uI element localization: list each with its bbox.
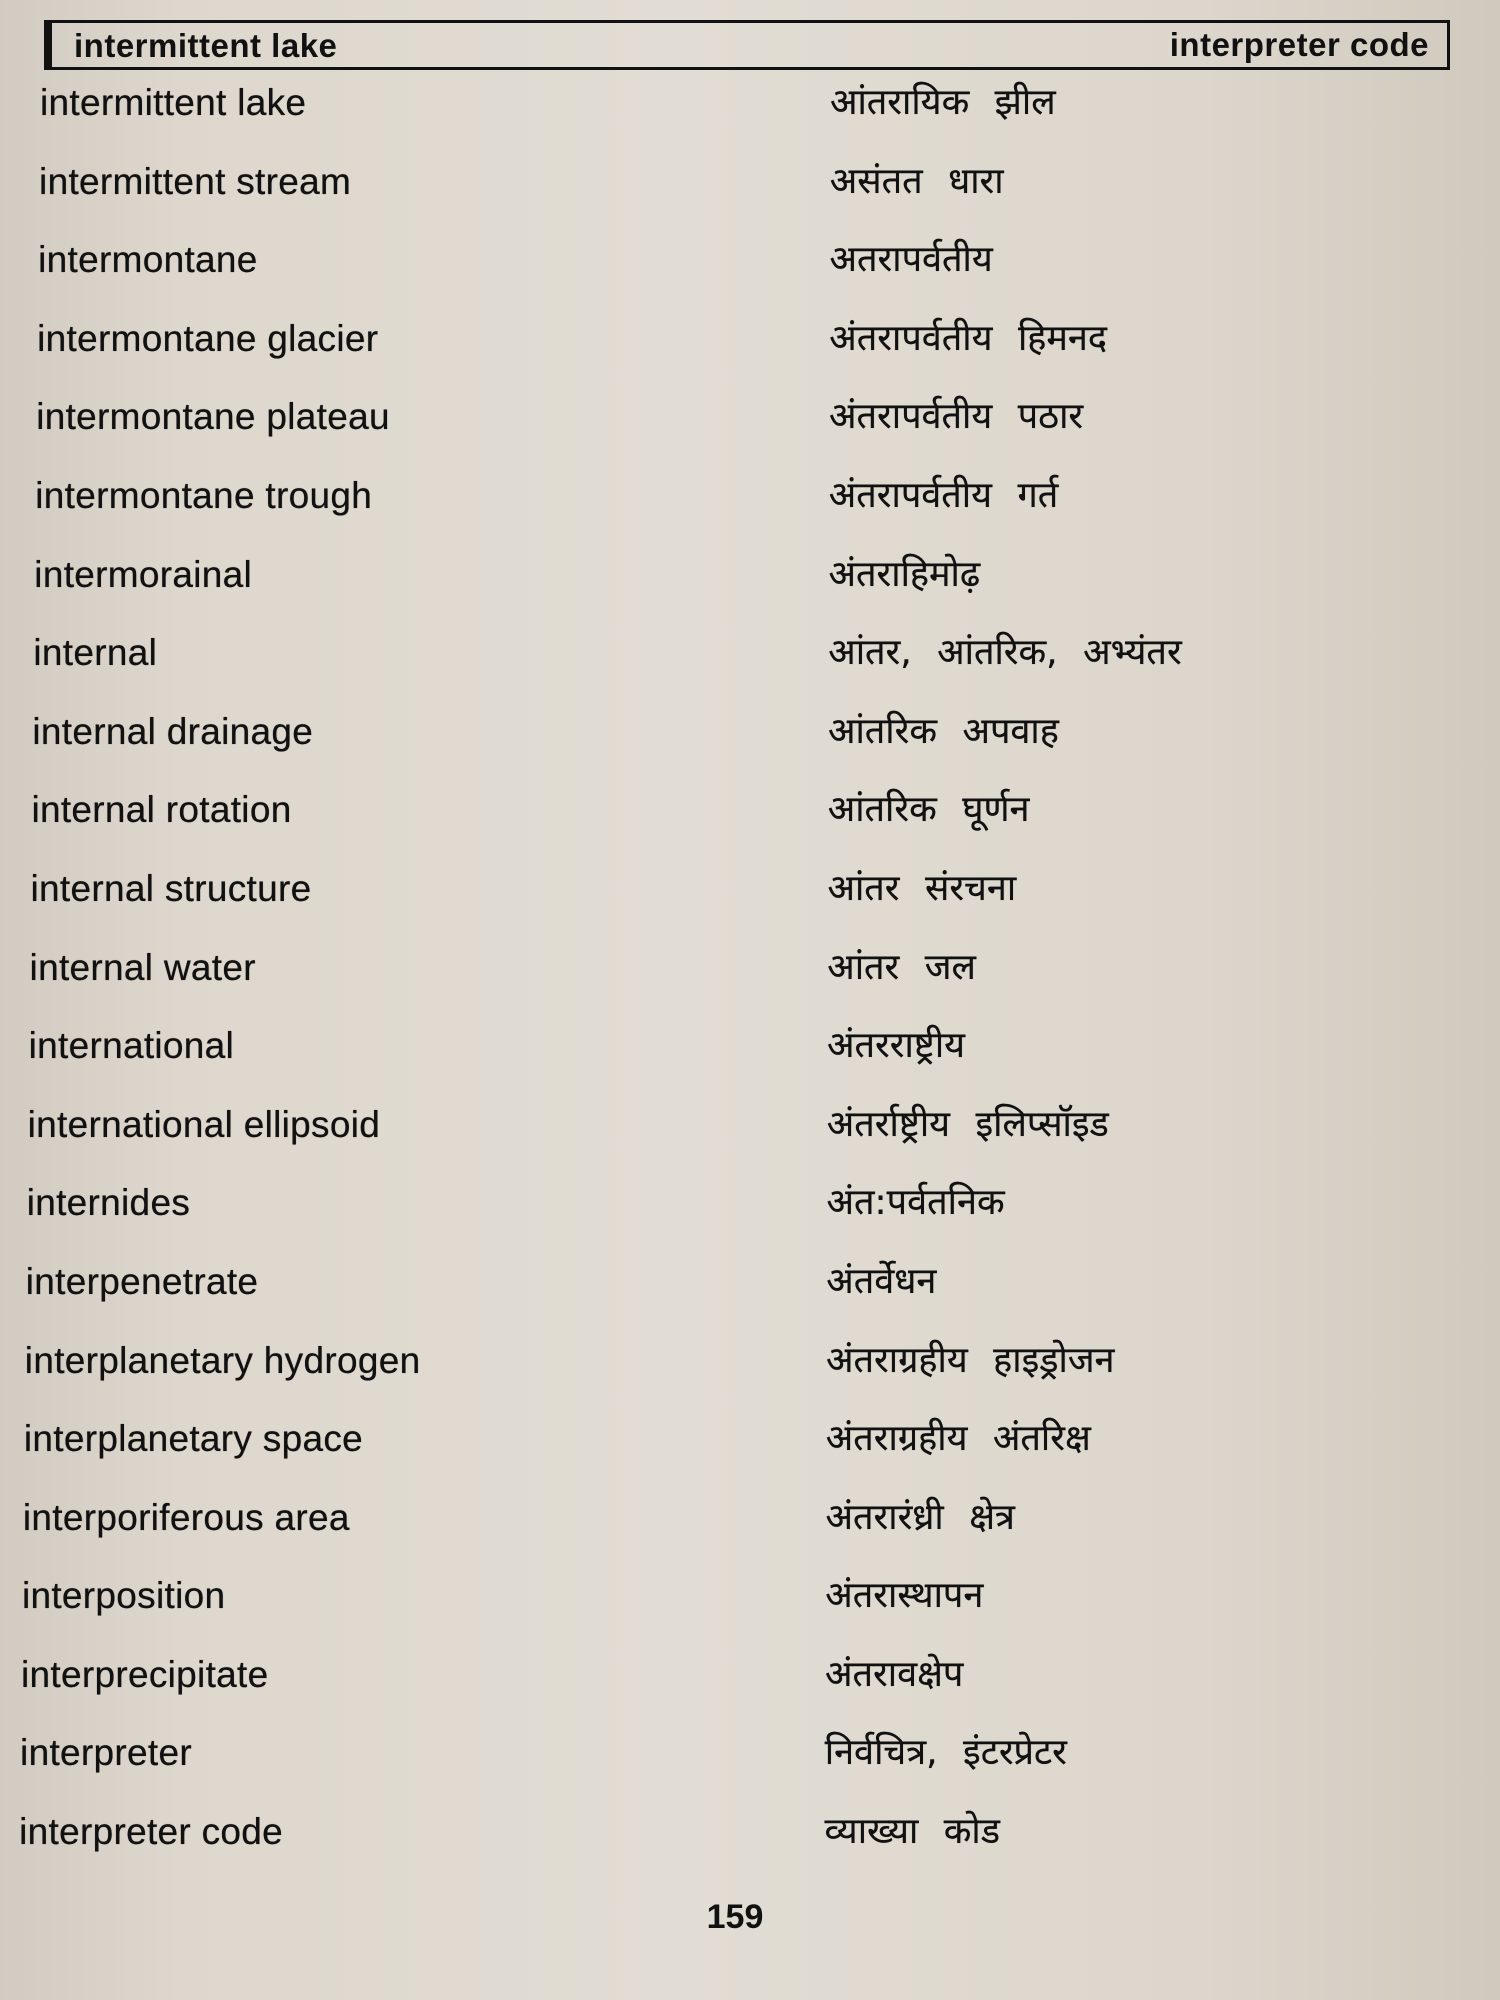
entry-row <box>0 475 1500 554</box>
hindi-translation: निर्वचित्र, इंटरप्रेटर <box>824 1732 1067 1774</box>
hindi-translation: आंतरिक घूर्णन <box>827 789 1030 831</box>
header-last-term: interpreter code <box>1169 26 1429 63</box>
hindi-translation: अतरापर्वतीय <box>829 239 993 281</box>
english-term: international <box>28 1025 235 1067</box>
hindi-translation: आंतर, आंतरिक, अभ्यंतर <box>828 632 1182 674</box>
entry-row <box>0 789 1500 868</box>
entry-row <box>0 868 1500 947</box>
hindi-translation: अंतर्वेधन <box>826 1260 937 1302</box>
entry-row <box>0 1025 1500 1104</box>
english-term: internides <box>26 1182 191 1224</box>
english-term: international ellipsoid <box>27 1103 381 1145</box>
entry-row <box>0 1261 1500 1340</box>
english-term: interplanetary space <box>23 1418 364 1460</box>
english-term: intermontane glacier <box>37 317 379 359</box>
english-term: interpenetrate <box>25 1260 259 1302</box>
english-term: interprecipitate <box>21 1653 269 1695</box>
entry-row <box>0 1732 1500 1811</box>
entry-row <box>0 239 1500 318</box>
english-term: intermontane plateau <box>36 396 390 438</box>
entry-row <box>0 396 1500 475</box>
hindi-translation: आंतरिक अपवाह <box>828 710 1059 752</box>
hindi-translation: व्याख्या कोड <box>824 1811 1000 1853</box>
english-term: interpreter code <box>19 1811 284 1853</box>
hindi-translation: अंतराग्रहीय अंतरिक्ष <box>825 1418 1091 1460</box>
entry-row <box>0 1497 1500 1576</box>
hindi-translation: अंतराहिमोढ़ <box>828 553 981 595</box>
running-header <box>44 20 1450 70</box>
entry-row <box>0 1811 1500 1890</box>
entry-row <box>0 632 1500 711</box>
english-term: intermittent stream <box>39 160 352 202</box>
entry-list <box>0 82 1500 1890</box>
entry-row <box>0 1654 1500 1733</box>
hindi-translation: अंत:पर्वतनिक <box>826 1182 1005 1224</box>
english-term: intermorainal <box>34 553 253 595</box>
hindi-translation: अंतरावक्षेप <box>825 1653 964 1695</box>
english-term: internal rotation <box>31 789 292 831</box>
entry-row <box>0 1104 1500 1183</box>
entry-row <box>0 318 1500 397</box>
english-term: internal water <box>29 946 256 988</box>
hindi-translation: आंतर संरचना <box>827 867 1017 909</box>
entry-row <box>0 1182 1500 1261</box>
hindi-translation: अंतरास्थापन <box>825 1575 984 1617</box>
english-term: intermontane <box>38 239 258 281</box>
entry-row <box>0 1340 1500 1419</box>
entry-row <box>0 1575 1500 1654</box>
english-term: internal drainage <box>32 710 314 752</box>
hindi-translation: अंतरारंध्री क्षेत्र <box>825 1496 1015 1538</box>
english-term: interposition <box>21 1575 226 1617</box>
english-term: internal structure <box>30 867 312 909</box>
header-first-term: intermittent lake <box>74 27 338 64</box>
entry-row <box>0 82 1500 161</box>
english-term: internal <box>33 632 158 674</box>
english-term: intermittent lake <box>40 82 307 123</box>
entry-row <box>0 711 1500 790</box>
entry-row <box>0 161 1500 240</box>
english-term: interporiferous area <box>22 1496 350 1538</box>
hindi-translation: अंतरराष्ट्रीय <box>827 1025 966 1067</box>
hindi-translation: आंतरायिक झील <box>830 82 1056 123</box>
hindi-translation: अंतरापर्वतीय पठार <box>829 396 1084 438</box>
hindi-translation: अंतराग्रहीय हाइड्रोजन <box>826 1339 1115 1381</box>
hindi-translation: अंतरापर्वतीय हिमनद <box>829 317 1108 359</box>
hindi-translation: आंतर जल <box>827 946 976 988</box>
page-number: 159 <box>706 1898 764 1936</box>
hindi-translation: अंतरापर्वतीय गर्त <box>828 474 1059 516</box>
hindi-translation: अंतर्राष्ट्रीय इलिप्सॉइड <box>826 1103 1109 1145</box>
entry-row <box>0 1418 1500 1497</box>
entry-row <box>0 947 1500 1026</box>
english-term: interpreter <box>20 1732 192 1774</box>
english-term: interplanetary hydrogen <box>24 1339 421 1381</box>
entry-row <box>0 554 1500 633</box>
english-term: intermontane trough <box>35 474 373 516</box>
hindi-translation: असंतत धारा <box>829 160 1004 202</box>
